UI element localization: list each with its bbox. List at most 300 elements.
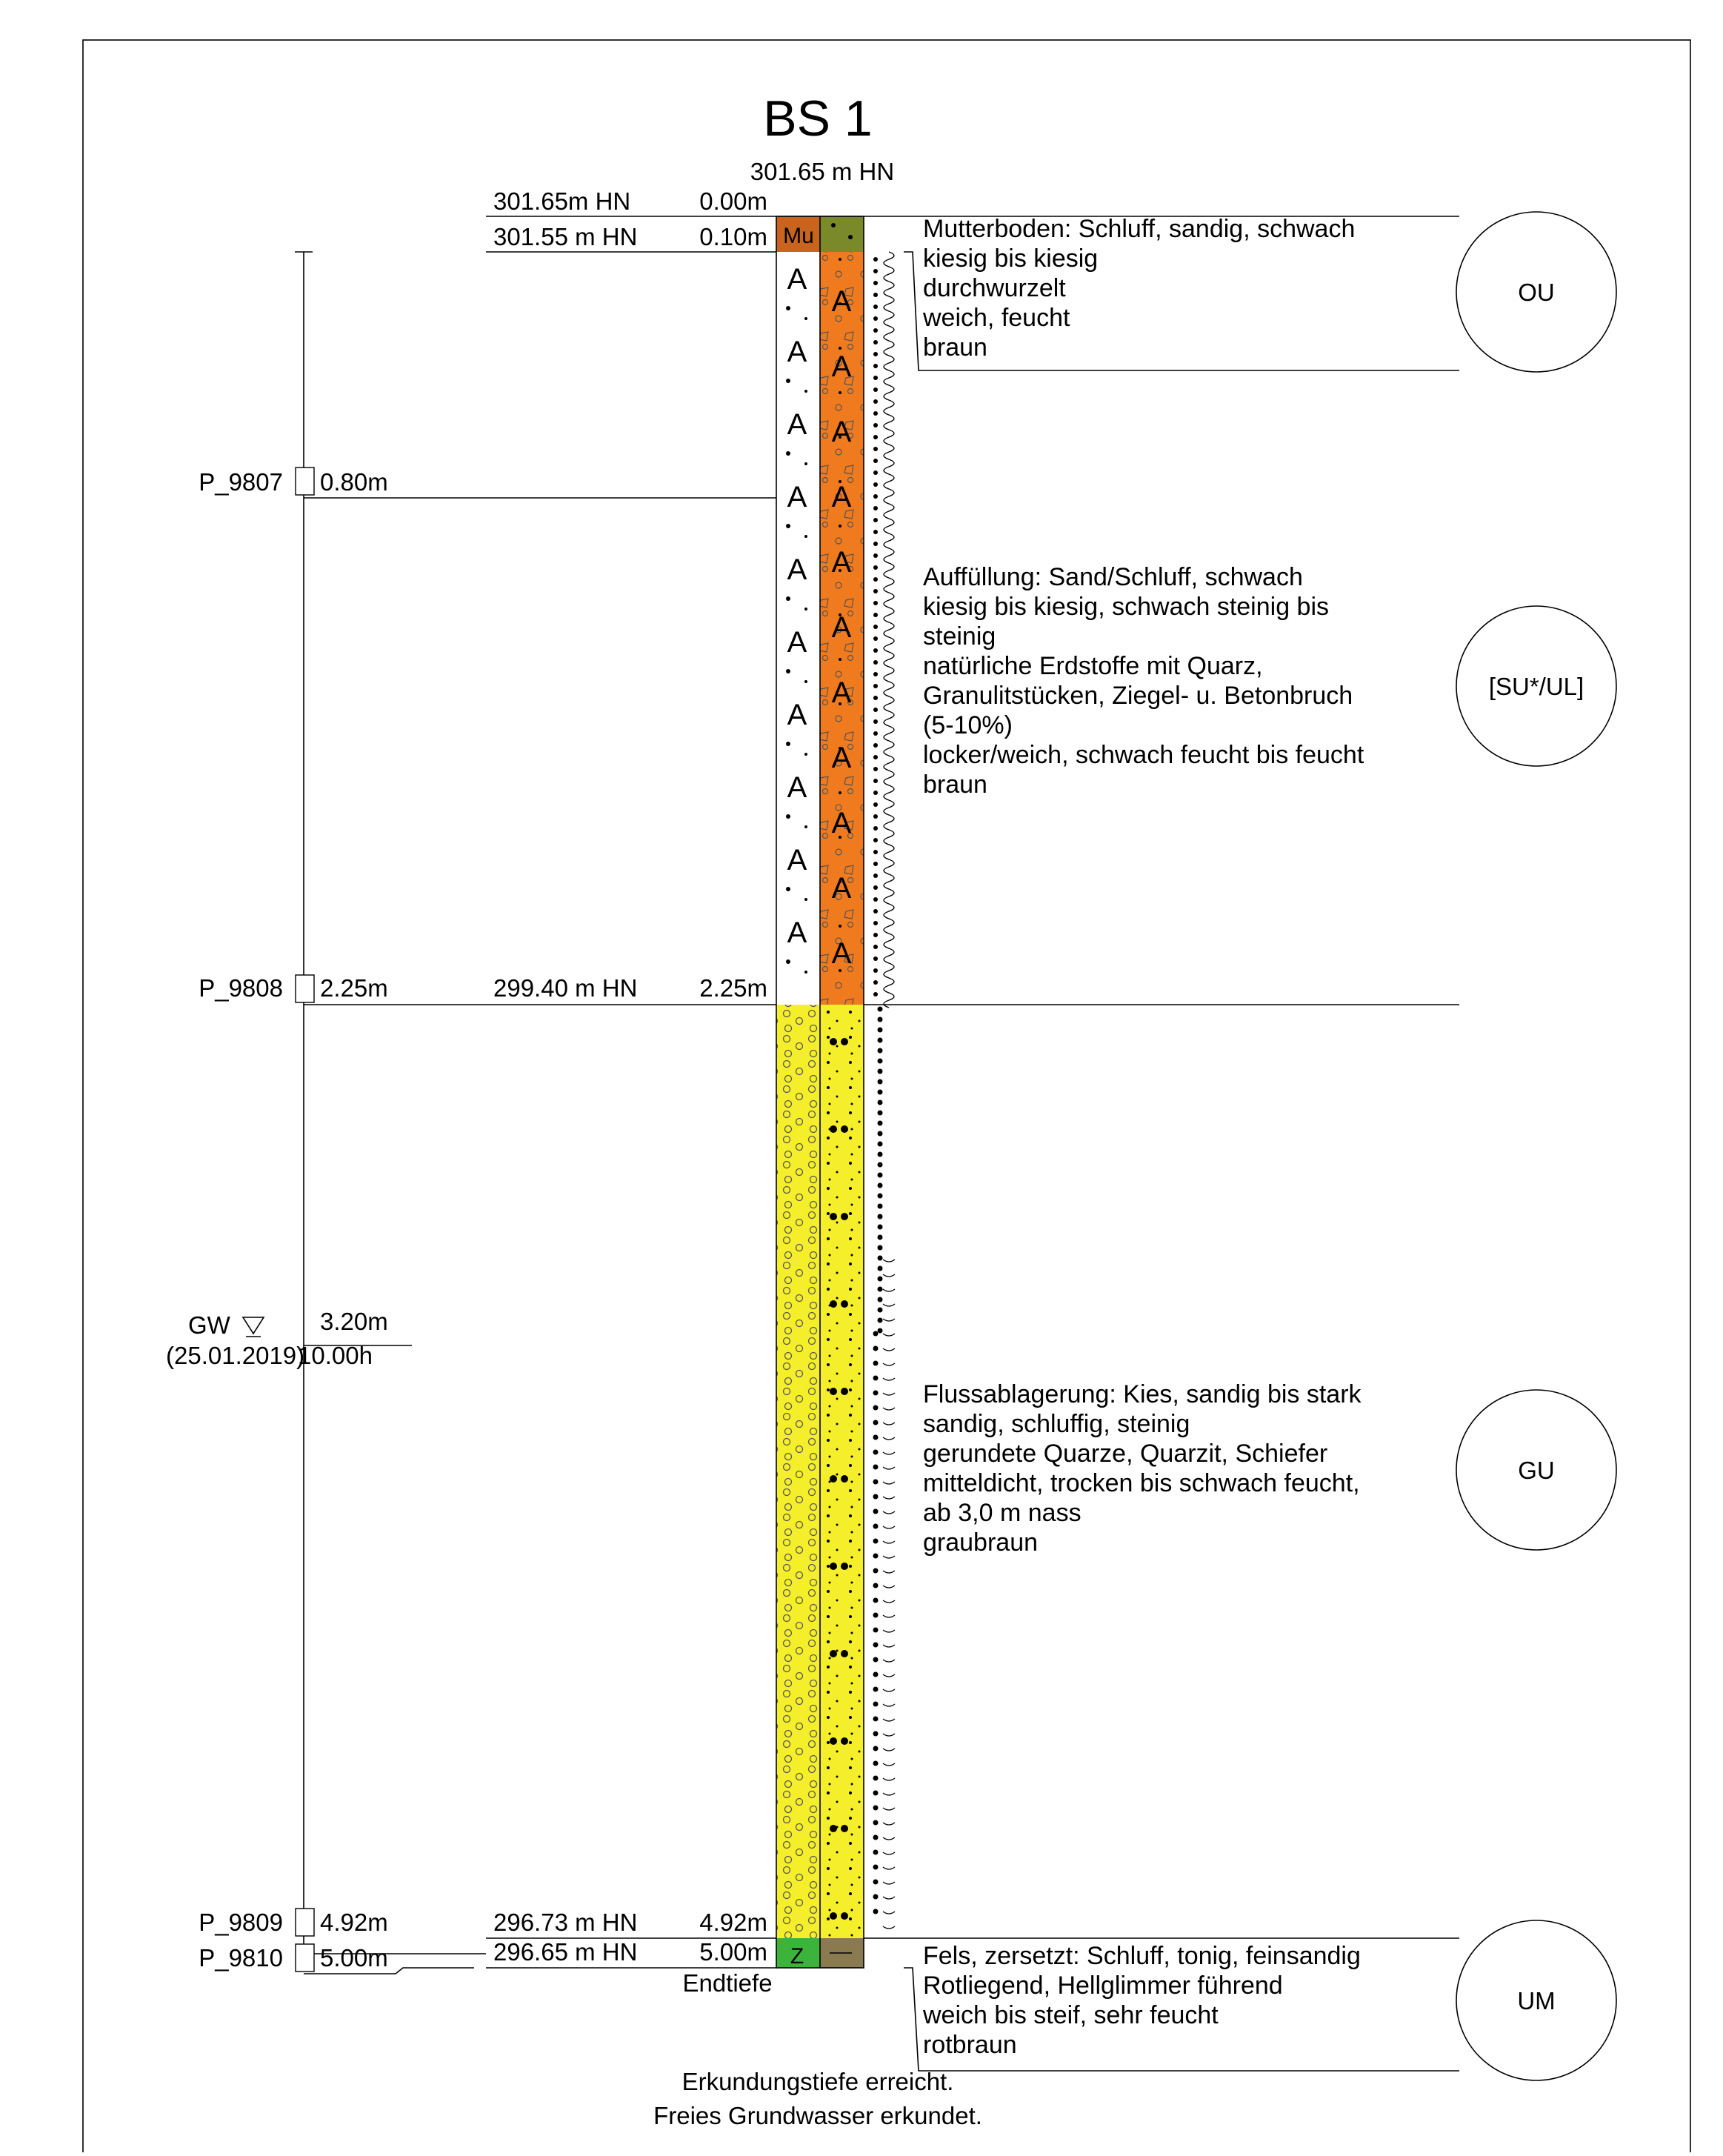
- sheet-frame: [83, 40, 1690, 2152]
- layer-2-stone-dot: [830, 1125, 837, 1133]
- moisture-dot: [878, 1256, 883, 1261]
- layer-1-description-line: Auffüllung: Sand/Schluff, schwach: [923, 563, 1303, 591]
- layer-1-symbol-right: A: [831, 611, 852, 644]
- moisture-dot: [873, 1880, 879, 1885]
- moisture-dot: [873, 1643, 879, 1648]
- layer-2-wave-mark: [883, 1334, 895, 1336]
- moisture-dot: [873, 470, 878, 475]
- sample-depth-p9810: 5.00m: [320, 1944, 388, 1972]
- layer-3-soil-group: UM: [1517, 1987, 1556, 2014]
- moisture-dot: [878, 1131, 883, 1137]
- moisture-dot: [873, 435, 878, 439]
- moisture-dot: [873, 1524, 879, 1529]
- layer-1-description-line: braun: [923, 771, 987, 799]
- layer-1-dot: [804, 680, 807, 683]
- groundwater-time: 10.00h: [298, 1342, 373, 1369]
- layer-1-symbol-left: A: [787, 771, 807, 804]
- moisture-dot: [873, 1746, 879, 1751]
- moisture-dot: [873, 791, 878, 795]
- layer-0-secondary: [820, 216, 864, 252]
- layer-2-wave-mark: [883, 1689, 895, 1691]
- borehole-title: BS 1: [763, 90, 873, 147]
- groundwater-label: GW: [188, 1311, 230, 1339]
- moisture-dot: [873, 672, 878, 676]
- moisture-dot: [873, 897, 878, 902]
- moisture-dot: [873, 826, 878, 831]
- moisture-dot: [873, 945, 878, 949]
- moisture-dot: [873, 767, 878, 771]
- moisture-dot: [878, 1142, 883, 1147]
- moisture-dot: [873, 1539, 879, 1544]
- layer-1-dot: [786, 814, 790, 819]
- moisture-dot: [873, 1865, 879, 1870]
- moisture-dot: [873, 1376, 879, 1381]
- layer-2-wave-mark: [883, 1556, 895, 1558]
- moisture-dot: [873, 1465, 879, 1470]
- layer-2-wave-mark: [883, 1852, 895, 1854]
- layer-1-symbol-right: A: [831, 807, 852, 839]
- moisture-dot: [873, 1717, 879, 1722]
- moisture-dot: [873, 340, 878, 345]
- moisture-dot: [873, 1835, 879, 1840]
- moisture-dot: [873, 660, 878, 665]
- moisture-dot: [873, 1909, 879, 1914]
- moisture-dot: [878, 1152, 883, 1157]
- sample-box-p9810: [296, 1944, 314, 1972]
- moisture-dot: [873, 708, 878, 712]
- layer-1-symbol-right: A: [831, 872, 852, 905]
- layer-1-symbol-right: A: [831, 416, 852, 448]
- layer-2-stone-dot: [830, 1388, 837, 1395]
- layer-2-wave-mark: [883, 1823, 895, 1825]
- moisture-dot: [873, 648, 878, 653]
- moisture-dot: [873, 305, 878, 309]
- layer-column: [776, 216, 895, 1969]
- layer-1-symbol-left: A: [787, 336, 807, 368]
- moisture-dot: [873, 1450, 879, 1455]
- moisture-dot: [873, 992, 878, 997]
- moisture-dot: [873, 862, 878, 866]
- layer-1-soil-group: [SU*/UL]: [1488, 673, 1584, 700]
- marker-elevation-3: 296.73 m HN: [493, 1909, 638, 1936]
- moisture-dot: [873, 1894, 879, 1900]
- layer-0-dot: [848, 235, 853, 239]
- moisture-dot: [873, 1850, 879, 1855]
- layer-2-wave-mark: [883, 1408, 895, 1410]
- moisture-dot: [878, 1266, 883, 1271]
- moisture-dot: [873, 601, 878, 605]
- layer-0-symbol: Mu: [783, 224, 814, 248]
- moisture-dot: [878, 1048, 883, 1054]
- surface-elevation: 301.65 m HN: [750, 158, 895, 185]
- moisture-dot: [878, 1069, 883, 1074]
- layer-2-stone-dot: [841, 1650, 848, 1657]
- layer-0-description-line: durchwurzelt: [923, 274, 1066, 302]
- layer-3-description-line: weich bis steif, sehr feucht: [923, 2001, 1219, 2029]
- layer-3-description-line: Fels, zersetzt: Schluff, tonig, feinsandig: [923, 1942, 1361, 1970]
- moisture-dot: [878, 1100, 883, 1105]
- layer-2-wave-mark: [883, 1378, 895, 1380]
- layer-1-wavy-line: [884, 252, 894, 1008]
- moisture-dot: [873, 269, 878, 273]
- moisture-dot: [873, 1820, 879, 1826]
- moisture-dot: [873, 1791, 879, 1796]
- layer-2-description-line: Flussablagerung: Kies, sandig bis stark: [923, 1380, 1362, 1408]
- layer-2-wave-mark: [883, 1912, 895, 1914]
- layer-1-description-line: locker/weich, schwach feucht bis feucht: [923, 741, 1364, 769]
- moisture-dot: [873, 933, 878, 937]
- moisture-dot: [873, 814, 878, 819]
- layer-2-wave-mark: [883, 1437, 895, 1440]
- layer-0-soil-group: OU: [1518, 279, 1555, 306]
- layer-1-symbol-left: A: [787, 626, 807, 659]
- moisture-dot: [878, 1059, 883, 1064]
- moisture-dot: [878, 1328, 883, 1334]
- sample-box-p9807: [296, 468, 314, 495]
- moisture-dot: [873, 838, 878, 842]
- moisture-dot: [878, 1183, 883, 1188]
- layer-2-wave-mark: [883, 1660, 895, 1662]
- layer-1-dot: [804, 608, 807, 610]
- moisture-dot: [873, 1405, 879, 1411]
- moisture-dot: [878, 1204, 883, 1209]
- moisture-dot: [873, 636, 878, 641]
- moisture-dot: [873, 743, 878, 748]
- moisture-dot: [873, 1761, 879, 1766]
- moisture-dot: [873, 719, 878, 724]
- layer-descriptions: [922, 212, 1616, 2080]
- moisture-dot: [873, 885, 878, 890]
- moisture-dot: [873, 387, 878, 392]
- layer-1-description-line: Granulitstücken, Ziegel- u. Betonbruch: [923, 682, 1353, 710]
- moisture-dot: [873, 1672, 879, 1677]
- layer-3-description-line: rotbraun: [923, 2031, 1017, 2059]
- sample-depth-p9807: 0.80m: [320, 468, 388, 496]
- layer-1-description-line: kiesig bis kiesig, schwach steinig bis: [923, 593, 1330, 621]
- layer-1-dot: [786, 306, 790, 310]
- moisture-dot: [878, 1028, 883, 1033]
- layer-2-description-line: mitteldicht, trocken bis schwach feucht,: [923, 1469, 1360, 1497]
- layer-2-stone-dot: [841, 1300, 848, 1308]
- layer-2-wave-mark: [883, 1541, 895, 1543]
- moisture-dot: [873, 1776, 879, 1781]
- layer-1-description-line: steinig: [923, 622, 996, 651]
- moisture-dot: [873, 850, 878, 854]
- layer-1-symbol-right: A: [831, 285, 852, 318]
- moisture-dot: [878, 1121, 883, 1126]
- layer-1-symbol-right: A: [831, 350, 852, 383]
- layer-2-wave-mark: [883, 1260, 895, 1262]
- moisture-dot: [878, 1162, 883, 1168]
- layer-2-wave-mark: [883, 1423, 895, 1425]
- layer-1-symbol-left: A: [787, 844, 807, 876]
- sample-id-p9807: P_9807: [199, 468, 283, 496]
- moisture-dot: [873, 1731, 879, 1737]
- layer-2-wave-mark: [883, 1348, 895, 1351]
- layer-2-stone-dot: [841, 1825, 848, 1832]
- layer-2-description-line: gerundete Quarze, Quarzit, Schiefer: [923, 1440, 1328, 1468]
- moisture-dot: [873, 1361, 879, 1366]
- moisture-dot: [878, 1007, 883, 1012]
- moisture-dot: [873, 921, 878, 925]
- moisture-dot: [873, 530, 878, 534]
- layer-2-stone-dot: [830, 1475, 837, 1483]
- layer-2-wave-mark: [883, 1615, 895, 1617]
- layer-2-wave-mark: [883, 1630, 895, 1632]
- layer-1-dot: [786, 669, 790, 673]
- moisture-dot: [873, 1494, 879, 1500]
- layer-1-dot: [786, 887, 790, 891]
- moisture-dot: [878, 1245, 883, 1251]
- moisture-dot: [878, 1017, 883, 1022]
- layer-2-stone-dot: [841, 1038, 848, 1045]
- layer-2-wave-mark: [883, 1808, 895, 1810]
- layer-2-wave-mark: [883, 1763, 895, 1766]
- moisture-dot: [878, 1318, 883, 1323]
- moisture-dot: [873, 1806, 879, 1811]
- layer-3-symbol: Z: [790, 1944, 804, 1969]
- moisture-dot: [873, 613, 878, 617]
- layer-2-wave-mark: [883, 1926, 895, 1929]
- layer-2-stone-dot: [830, 1563, 837, 1570]
- moisture-dot: [873, 399, 878, 404]
- moisture-dot: [873, 802, 878, 807]
- layer-2-stone-dot: [830, 1825, 837, 1832]
- layer-1-symbol-left: A: [787, 699, 807, 731]
- layer-2-wave-mark: [883, 1793, 895, 1795]
- layer-2-description-line: graubraun: [923, 1528, 1039, 1557]
- moisture-dot: [873, 1583, 879, 1588]
- moisture-dot: [873, 1435, 879, 1440]
- moisture-dot: [873, 494, 878, 499]
- layer-2-wave-mark: [883, 1719, 895, 1721]
- layer-1-description-line: (5-10%): [923, 711, 1013, 739]
- layer-0-description-line: Mutterboden: Schluff, sandig, schwach: [923, 215, 1356, 243]
- marker-depth-3: 4.92m: [699, 1909, 767, 1936]
- layer-2-wave-mark: [883, 1289, 895, 1291]
- moisture-dot: [873, 459, 878, 463]
- moisture-dot: [873, 1568, 879, 1574]
- layer-1-dot: [804, 825, 807, 828]
- moisture-dot: [873, 779, 878, 783]
- moisture-dot: [873, 755, 878, 759]
- layer-2-wave-mark: [883, 1867, 895, 1869]
- layer-2-stone-dot: [841, 1563, 848, 1570]
- layer-2-wave-mark: [883, 1526, 895, 1528]
- moisture-dot: [878, 1079, 883, 1085]
- moisture-dot: [873, 589, 878, 593]
- layer-1-symbol-right: A: [831, 546, 852, 579]
- moisture-dot: [878, 1214, 883, 1220]
- moisture-dot: [873, 684, 878, 688]
- layer-1-dot: [786, 379, 790, 383]
- layer-2-wave-mark: [883, 1600, 895, 1603]
- moisture-dot: [873, 1391, 879, 1396]
- moisture-dot: [873, 731, 878, 736]
- moisture-dot: [878, 1038, 883, 1043]
- marker-elevation-1: 301.55 m HN: [493, 223, 638, 250]
- moisture-dot: [873, 281, 878, 285]
- moisture-dot: [873, 980, 878, 985]
- moisture-dot: [878, 1277, 883, 1282]
- moisture-dot: [873, 625, 878, 629]
- layer-1-symbol-right: A: [831, 937, 852, 970]
- sample-id-p9808: P_9808: [199, 974, 283, 1002]
- layer-1-symbol-left: A: [787, 916, 807, 949]
- layer-2-wave-mark: [883, 1778, 895, 1780]
- layer-2-stone-dot: [841, 1125, 848, 1133]
- moisture-dot: [878, 1173, 883, 1178]
- moisture-dot: [873, 257, 878, 262]
- moisture-dot: [873, 1687, 879, 1692]
- moisture-dot: [878, 1235, 883, 1240]
- layer-2-stone-dot: [841, 1912, 848, 1920]
- layer-2-wave-mark: [883, 1704, 895, 1706]
- moisture-dot: [873, 1509, 879, 1514]
- layer-2-wave-mark: [883, 1645, 895, 1647]
- layer-1-description-line: natürliche Erdstoffe mit Quarz,: [923, 652, 1263, 680]
- layer-2-stone-dot: [830, 1737, 837, 1745]
- moisture-dot: [873, 352, 878, 356]
- layer-2-stone-dot: [830, 1650, 837, 1657]
- layer-1-symbol-right: A: [831, 676, 852, 709]
- moisture-dot: [878, 1225, 883, 1230]
- marker-depth-1: 0.10m: [699, 223, 767, 250]
- moisture-dot: [878, 1090, 883, 1095]
- moisture-dot: [873, 411, 878, 416]
- moisture-dot: [873, 696, 878, 700]
- moisture-dot: [873, 364, 878, 368]
- layer-2-stone-dot: [841, 1213, 848, 1220]
- layer-2-wave-mark: [883, 1274, 895, 1277]
- layer-1-dot: [786, 742, 790, 746]
- moisture-dot: [873, 1657, 879, 1663]
- layer-2-stone-dot: [830, 1300, 837, 1308]
- layer-2-wave-mark: [883, 1497, 895, 1499]
- layer-2-wave-mark: [883, 1511, 895, 1514]
- footer-line-2: Freies Grundwasser erkundet.: [653, 2102, 982, 2129]
- sample-depth-p9808: 2.25m: [320, 974, 388, 1002]
- moisture-dot: [873, 1346, 879, 1351]
- moisture-dot: [878, 1297, 883, 1302]
- layer-2-wave-mark: [883, 1586, 895, 1588]
- groundwater-triangle-icon: [243, 1317, 264, 1334]
- moisture-dot: [873, 1554, 879, 1559]
- layer-1-dot: [786, 451, 790, 456]
- moisture-dot: [873, 553, 878, 558]
- moisture-dot: [873, 577, 878, 582]
- layer-2-stone-dot: [830, 1912, 837, 1920]
- marker-elevation-2: 299.40 m HN: [493, 974, 638, 1002]
- moisture-dot: [873, 482, 878, 487]
- layer-1-dot: [804, 317, 807, 320]
- marker-depth-0: 0.00m: [699, 187, 767, 215]
- layer-2-wave-mark: [883, 1363, 895, 1365]
- layer-1-dot: [804, 462, 807, 465]
- layer-1-dot: [804, 753, 807, 756]
- moisture-dot: [873, 542, 878, 546]
- moisture-dot: [873, 1480, 879, 1485]
- layer-2-wave-mark: [883, 1467, 895, 1469]
- moisture-dot: [873, 874, 878, 878]
- marker-depth-4: 5.00m: [699, 1938, 767, 1966]
- moisture-dot: [873, 909, 878, 914]
- moisture-dot: [873, 506, 878, 510]
- layer-2-wave-mark: [883, 1482, 895, 1484]
- moisture-dot: [873, 447, 878, 451]
- layer-2-wave-mark: [883, 1897, 895, 1899]
- layer-2-wave-mark: [883, 1837, 895, 1840]
- layer-2-sand-pattern: [820, 1005, 864, 1938]
- layer-2-stone-dot: [841, 1737, 848, 1745]
- layer-2-stone-dot: [830, 1213, 837, 1220]
- layer-2-wave-mark: [883, 1304, 895, 1306]
- groundwater-date: (25.01.2019): [166, 1342, 305, 1369]
- sample-id-p9810: P_9810: [199, 1944, 283, 1972]
- moisture-dot: [873, 518, 878, 522]
- layer-0-description-line: weich, feucht: [923, 304, 1070, 332]
- moisture-dot: [873, 316, 878, 321]
- layer-1-symbol-right: A: [831, 742, 852, 774]
- moisture-dot: [878, 1194, 883, 1199]
- layer-2-wave-mark: [883, 1734, 895, 1736]
- layer-0-description-line: braun: [923, 333, 987, 362]
- moisture-dot: [873, 968, 878, 973]
- moisture-dot: [873, 1420, 879, 1425]
- marker-elevation-4: 296.65 m HN: [493, 1938, 638, 1966]
- layer-1-symbol-left: A: [787, 408, 807, 441]
- moisture-dot: [873, 376, 878, 380]
- layer-2-wave-mark: [883, 1749, 895, 1751]
- layer-1-dot: [804, 898, 807, 901]
- layer-1-dot: [786, 959, 790, 964]
- moisture-dot: [873, 328, 878, 333]
- moisture-dot: [878, 1111, 883, 1116]
- layer-2-description-line: ab 3,0 m nass: [923, 1499, 1082, 1527]
- layer-2-gravel-pattern: [776, 1005, 820, 1938]
- layer-2-soil-group: GU: [1518, 1457, 1555, 1484]
- layer-1-symbol-left: A: [787, 481, 807, 513]
- layer-0-dot: [831, 223, 836, 227]
- layer-1-symbol-left: A: [787, 553, 807, 586]
- layer-1-dot: [804, 971, 807, 974]
- moisture-dot: [878, 1308, 883, 1313]
- sample-id-p9809: P_9809: [199, 1909, 283, 1936]
- layer-1-dot: [786, 596, 790, 601]
- layer-2-description-line: sandig, schluffig, steinig: [923, 1410, 1190, 1438]
- layer-2-wave-mark: [883, 1452, 895, 1454]
- moisture-dot: [873, 1331, 879, 1337]
- moisture-dot: [873, 1598, 879, 1603]
- moisture-dot: [873, 423, 878, 427]
- marker-depth-2: 2.25m: [699, 974, 767, 1002]
- footer-line-1: Erkundungstiefe erreicht.: [681, 2068, 954, 2095]
- layer-0-description-line: kiesig bis kiesig: [923, 244, 1099, 273]
- layer-3-description-line: Rotliegend, Hellglimmer führend: [923, 1972, 1283, 2000]
- layer-1-symbol-left: A: [787, 263, 807, 296]
- marker-elevation-0: 301.65m HN: [493, 187, 631, 215]
- layer-2-stone-dot: [841, 1388, 848, 1395]
- moisture-dot: [878, 1287, 883, 1292]
- sample-box-p9809: [296, 1909, 314, 1936]
- moisture-dot: [873, 565, 878, 570]
- moisture-dot: [873, 1628, 879, 1633]
- groundwater-depth: 3.20m: [320, 1308, 388, 1335]
- layer-2-wave-mark: [883, 1882, 895, 1884]
- layer-2-wave-mark: [883, 1319, 895, 1321]
- layer-1-dot: [786, 524, 790, 528]
- layer-1-dot: [804, 390, 807, 393]
